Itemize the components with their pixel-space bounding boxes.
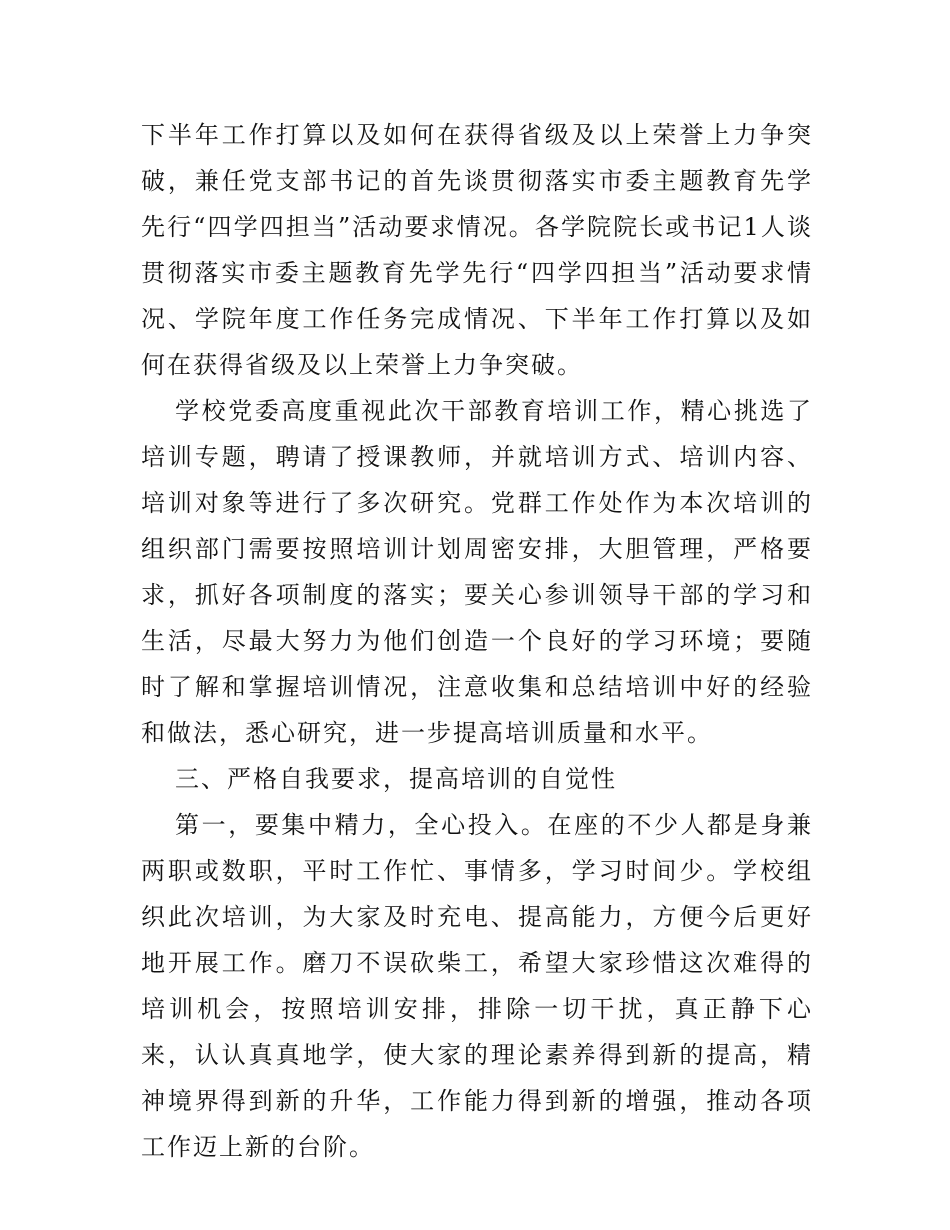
paragraph-text: 第一，要集中精力，全心投入。在座的不少人都是身兼两职或数职，平时工作忙、事情多，学习时间少。学校组织此次培训，为大家及时充电、提高能力，方便今后更好地开展工作。磨刀不误砍柴工，希望大家珍惜这次难得的培训机会，按照培训安排，排除一切干扰，真正静下心来，认认真真地学，使大家的理论素养得到新的提高，精神境界得到新的升华，工作能力得到新的增强，推动各项工作迈上新的台阶。 [141,811,813,1161]
section-heading [141,756,813,802]
paragraph-training-arrangement [141,388,813,756]
section-heading-text: 三、严格自我要求，提高培训的自觉性 [175,765,617,793]
paragraph-text: 学校党委高度重视此次干部教育培训工作，精心挑选了培训专题，聘请了授课教师，并就培训方式、培训内容、培训对象等进行了多次研究。党群工作处作为本次培训的组织部门需要按照培训计划周密安排，大胆管理，严格要求，抓好各项制度的落实；要关心参训领导干部的学习和生活，尽最大努力为他们创造一个良好的学习环境；要随时了解和掌握培训情况，注意收集和总结培训中好的经验和做法，悉心研究，进一步提高培训质量和水平。 [141,397,813,747]
paragraph-continuation [141,112,813,388]
paragraph-first-point [141,802,813,1170]
paragraph-text: 下半年工作打算以及如何在获得省级及以上荣誉上力争突破，兼任党支部书记的首先谈贯彻落实市委主题教育先学先行“四学四担当”活动要求情况。各学院院长或书记1人谈贯彻落实市委主题教育先学先行“四学四担当”活动要求情况、学院年度工作任务完成情况、下半年工作打算以及如何在获得省级及以上荣誉上力争突破。 [141,121,813,379]
